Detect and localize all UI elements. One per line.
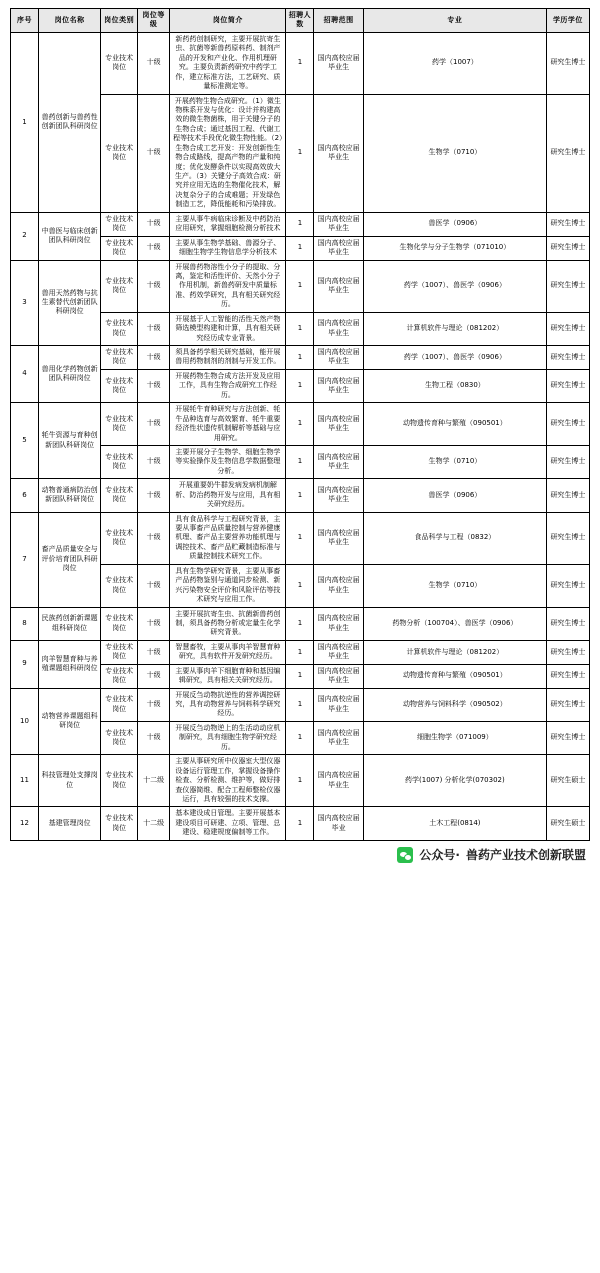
wechat-icon	[397, 847, 413, 863]
cell-major: 兽医学（0906）	[363, 212, 546, 236]
cell-level: 十级	[137, 212, 169, 236]
cell-no: 10	[11, 688, 39, 755]
cell-level: 十级	[137, 32, 169, 94]
footer	[0, 841, 600, 869]
cell-degree: 研究生博士	[546, 688, 589, 721]
cell-scope: 国内高校应届毕业生	[314, 688, 364, 721]
cell-degree: 研究生硕士	[546, 807, 589, 840]
cell-major: 动物遗传育种与繁殖（090501）	[363, 403, 546, 446]
cell-type: 专业技术岗位	[101, 260, 138, 312]
cell-num: 1	[286, 236, 314, 260]
cell-num: 1	[286, 32, 314, 94]
cell-position-name: 兽药创新与兽药性创新团队科研岗位	[38, 32, 100, 212]
cell-level: 十级	[137, 94, 169, 212]
header-degree: 学历学位	[546, 9, 589, 33]
cell-num: 1	[286, 369, 314, 402]
cell-brief: 智慧畜牧，主要从事肉羊智慧育种研究，具有软件开发研究经历。	[170, 640, 286, 664]
cell-position-name: 兽用化学药物创新团队科研岗位	[38, 346, 100, 403]
cell-no: 3	[11, 260, 39, 346]
table-row	[11, 688, 590, 721]
cell-type: 专业技术岗位	[101, 807, 138, 840]
cell-no: 1	[11, 32, 39, 212]
cell-scope: 国内高校应届毕业生	[314, 403, 364, 446]
cell-brief: 主要开展抗寄生虫、抗菌新兽药创制，须具备药物分析或定量生化学研究背景。	[170, 607, 286, 640]
cell-scope: 国内高校应届毕业生	[314, 607, 364, 640]
cell-major: 生物学（0710）	[363, 94, 546, 212]
cell-scope: 国内高校应届毕业生	[314, 512, 364, 564]
cell-no: 2	[11, 212, 39, 260]
cell-type: 专业技术岗位	[101, 564, 138, 607]
cell-level: 十级	[137, 664, 169, 688]
cell-no: 6	[11, 479, 39, 512]
cell-level: 十级	[137, 403, 169, 446]
cell-brief: 开展反刍动物抗逆性的营养调控研究，具有动物营养与饲料科学研究经历。	[170, 688, 286, 721]
cell-degree: 研究生博士	[546, 512, 589, 564]
cell-num: 1	[286, 212, 314, 236]
cell-scope: 国内高校应届毕业生	[314, 664, 364, 688]
cell-level: 十级	[137, 688, 169, 721]
cell-major: 药学（1007）	[363, 32, 546, 94]
header-scope: 招聘范围	[314, 9, 364, 33]
cell-degree: 研究生博士	[546, 607, 589, 640]
cell-brief: 开展药物生物合成研究。（1）微生物株系开发与优化：设计并构建高效的微生物菌株，用于关键分子的生物合成；通过基因工程、代谢工程等技术手段优化微生物性能。（2）生物合成工艺开发：开发创新性生物合成路线，提高产物的产量和纯度；优化发酵条件以实现高效放大生产。（3）关键分子高效合成：研究并应用无选的生物催化技术，解决复杂分子的合成难题；开发绿色制造工艺，降低能耗和污染排放。	[170, 94, 286, 212]
wechat-name: 兽药产业技术创新联盟	[465, 848, 586, 863]
cell-num: 1	[286, 512, 314, 564]
cell-scope: 国内高校应届毕业生	[314, 94, 364, 212]
cell-num: 1	[286, 260, 314, 312]
cell-num: 1	[286, 640, 314, 664]
cell-degree: 研究生博士	[546, 403, 589, 446]
header-major: 专业	[363, 9, 546, 33]
cell-brief: 开展基于人工智能的活性天然产物筛选模型构建和计算，具有相关研究经历成专业背景。	[170, 312, 286, 345]
cell-type: 专业技术岗位	[101, 369, 138, 402]
table-row	[11, 212, 590, 236]
header-name: 岗位名称	[38, 9, 100, 33]
cell-level: 十级	[137, 346, 169, 370]
cell-type: 专业技术岗位	[101, 664, 138, 688]
cell-no: 8	[11, 607, 39, 640]
cell-num: 1	[286, 664, 314, 688]
cell-type: 专业技术岗位	[101, 212, 138, 236]
cell-level: 十级	[137, 369, 169, 402]
cell-brief: 开展兽药物溶性小分子的提取、分离，鉴定和活性评价、天然小分子作用机制，新兽药研发中质量标准、药效学研究，具有相关研究经历。	[170, 260, 286, 312]
header-brief: 岗位简介	[170, 9, 286, 33]
cell-scope: 国内高校应届毕业生	[314, 312, 364, 345]
job-table	[10, 8, 590, 841]
cell-scope: 国内高校应届毕业生	[314, 260, 364, 312]
cell-brief: 开展药物生物合成方法开发及应用工作，具有生物合成研究工作经历。	[170, 369, 286, 402]
cell-num: 1	[286, 755, 314, 807]
cell-level: 十二级	[137, 755, 169, 807]
table-row	[11, 479, 590, 512]
cell-level: 十级	[137, 260, 169, 312]
cell-level: 十级	[137, 640, 169, 664]
cell-position-name: 动物普通病防治创新团队科研岗位	[38, 479, 100, 512]
cell-type: 专业技术岗位	[101, 721, 138, 754]
cell-major: 食品科学与工程（0832）	[363, 512, 546, 564]
cell-type: 专业技术岗位	[101, 346, 138, 370]
cell-major: 动物遗传育种与繁殖（090501）	[363, 664, 546, 688]
cell-major: 生物学（0710）	[363, 564, 546, 607]
header-num: 招聘人数	[286, 9, 314, 33]
cell-degree: 研究生博士	[546, 312, 589, 345]
cell-degree: 研究生博士	[546, 212, 589, 236]
cell-degree: 研究生博士	[546, 94, 589, 212]
cell-level: 十二级	[137, 807, 169, 840]
cell-position-name: 兽用天然药物与抗生素替代创新团队科研岗位	[38, 260, 100, 346]
cell-brief: 开展重要奶牛群发病发病机制解析、防治药物开发与应用，具有相关研究经历。	[170, 479, 286, 512]
cell-position-name: 基建管理岗位	[38, 807, 100, 840]
job-listing-sheet	[0, 8, 600, 869]
cell-major: 生物工程（0830）	[363, 369, 546, 402]
cell-level: 十级	[137, 607, 169, 640]
cell-num: 1	[286, 346, 314, 370]
cell-type: 专业技术岗位	[101, 607, 138, 640]
table-row	[11, 512, 590, 564]
cell-scope: 国内高校应届毕业	[314, 807, 364, 840]
cell-scope: 国内高校应届毕业生	[314, 236, 364, 260]
cell-no: 12	[11, 807, 39, 840]
cell-brief: 开展反刍动物逆上的生活动动应机制研究，具有细胞生物学研究经历。	[170, 721, 286, 754]
cell-degree: 研究生博士	[546, 564, 589, 607]
cell-major: 土木工程(0814)	[363, 807, 546, 840]
cell-type: 专业技术岗位	[101, 512, 138, 564]
cell-scope: 国内高校应届毕业生	[314, 32, 364, 94]
cell-type: 专业技术岗位	[101, 236, 138, 260]
cell-num: 1	[286, 721, 314, 754]
cell-scope: 国内高校应届毕业生	[314, 369, 364, 402]
cell-degree: 研究生博士	[546, 346, 589, 370]
table-row	[11, 346, 590, 370]
cell-type: 专业技术岗位	[101, 688, 138, 721]
cell-num: 1	[286, 94, 314, 212]
cell-major: 生物化学与分子生物学（071010）	[363, 236, 546, 260]
cell-major: 兽医学（0906）	[363, 479, 546, 512]
cell-num: 1	[286, 607, 314, 640]
cell-type: 专业技术岗位	[101, 755, 138, 807]
cell-no: 7	[11, 512, 39, 607]
cell-num: 1	[286, 403, 314, 446]
cell-level: 十级	[137, 721, 169, 754]
cell-brief: 主要从事研究所中仪器室大型仪器设备运行管理工作，掌握设备操作检查、分析检测、维护等，做好排查仪器简维、配合工程师整检仪器运行，具有较强的技术支撑。	[170, 755, 286, 807]
cell-brief: 主要开展分子生物学、细胞生物学等实验操作及生物信息学数据整理分析。	[170, 445, 286, 478]
cell-no: 4	[11, 346, 39, 403]
cell-position-name: 畜产品质量安全与评价培育团队科研岗位	[38, 512, 100, 607]
cell-type: 专业技术岗位	[101, 640, 138, 664]
cell-degree: 研究生博士	[546, 445, 589, 478]
cell-major: 药学(1007) 分析化学(070302)	[363, 755, 546, 807]
cell-brief: 新药药创制研究，主要开展抗寄生虫、抗菌等新兽药原料药、制剂产品的开发和产业化、作用机理研究。主要负责新药研究中药学工作，建立标准方法，工艺研究、质量标准测定等。	[170, 32, 286, 94]
cell-scope: 国内高校应届毕业生	[314, 479, 364, 512]
cell-scope: 国内高校应届毕业生	[314, 564, 364, 607]
cell-degree: 研究生博士	[546, 479, 589, 512]
cell-degree: 研究生博士	[546, 721, 589, 754]
cell-degree: 研究生博士	[546, 236, 589, 260]
cell-major: 药学（1007）、兽医学（0906）	[363, 260, 546, 312]
header-no: 序号	[11, 9, 39, 33]
cell-major: 动物营养与饲料科学（090502）	[363, 688, 546, 721]
table-row	[11, 807, 590, 840]
cell-degree: 研究生博士	[546, 640, 589, 664]
cell-num: 1	[286, 312, 314, 345]
cell-scope: 国内高校应届毕业生	[314, 721, 364, 754]
table-row	[11, 607, 590, 640]
cell-position-name: 牦牛资源与育种创新团队科研岗位	[38, 403, 100, 479]
cell-level: 十级	[137, 564, 169, 607]
cell-level: 十级	[137, 512, 169, 564]
cell-position-name: 民族药创新新课题组科研岗位	[38, 607, 100, 640]
cell-brief: 主要从事肉羊下细胞育种和基因编辑研究，具有相关关研究经历。	[170, 664, 286, 688]
cell-level: 十级	[137, 445, 169, 478]
cell-type: 专业技术岗位	[101, 479, 138, 512]
cell-type: 专业技术岗位	[101, 94, 138, 212]
cell-scope: 国内高校应届毕业生	[314, 640, 364, 664]
cell-scope: 国内高校应届毕业生	[314, 755, 364, 807]
cell-scope: 国内高校应届毕业生	[314, 346, 364, 370]
cell-major: 药物分析（100704）、兽医学（0906）	[363, 607, 546, 640]
cell-major: 计算机软件与理论（081202）	[363, 640, 546, 664]
cell-brief: 具有食品科学与工程研究背景，主要从事畜产品质量控制与营养健康机理、畜产品主要营养功能机理与调控技术、畜产品贮藏制造标准与质量控制技术研究工作。	[170, 512, 286, 564]
cell-type: 专业技术岗位	[101, 32, 138, 94]
cell-brief: 主要从事牛病临床诊断及中药防治应用研究，掌握细胞检测分析技术	[170, 212, 286, 236]
cell-num: 1	[286, 688, 314, 721]
cell-brief: 主要从事生物学基础、兽源分子、细胞生物学生物信息学分析技术	[170, 236, 286, 260]
table-row	[11, 403, 590, 446]
cell-no: 5	[11, 403, 39, 479]
cell-position-name: 肉羊智慧育种与养殖课题组科研岗位	[38, 640, 100, 688]
cell-level: 十级	[137, 479, 169, 512]
cell-scope: 国内高校应届毕业生	[314, 445, 364, 478]
cell-num: 1	[286, 564, 314, 607]
table-header	[11, 9, 590, 33]
cell-num: 1	[286, 479, 314, 512]
table-body	[11, 32, 590, 840]
header-type: 岗位类别	[101, 9, 138, 33]
cell-level: 十级	[137, 236, 169, 260]
cell-brief: 开展牦牛育种研究与方法创新、牦牛品种选育与高效繁育、牦牛重要经济性状遗传机制解析等基础与应用研究。	[170, 403, 286, 446]
cell-scope: 国内高校应届毕业生	[314, 212, 364, 236]
cell-position-name: 科技管理处支撑岗位	[38, 755, 100, 807]
cell-type: 专业技术岗位	[101, 403, 138, 446]
cell-major: 细胞生物学（071009）	[363, 721, 546, 754]
cell-type: 专业技术岗位	[101, 312, 138, 345]
cell-type: 专业技术岗位	[101, 445, 138, 478]
cell-degree: 研究生硕士	[546, 755, 589, 807]
table-row	[11, 32, 590, 94]
header-level: 岗位等级	[137, 9, 169, 33]
wechat-prefix: 公众号·	[419, 848, 460, 863]
table-row	[11, 640, 590, 664]
cell-position-name: 中兽医与临床创新团队科研岗位	[38, 212, 100, 260]
cell-no: 9	[11, 640, 39, 688]
cell-position-name: 动物营养课题组科研岗位	[38, 688, 100, 755]
cell-major: 药学（1007）、兽医学（0906）	[363, 346, 546, 370]
cell-no: 11	[11, 755, 39, 807]
cell-degree: 研究生博士	[546, 664, 589, 688]
table-row	[11, 260, 590, 312]
cell-brief: 具有生物学研究背景，主要从事畜产品药物鉴别与通道同步检测、新兴污染物安全评价和风险评估等技术研究与应用工作。	[170, 564, 286, 607]
table-row	[11, 755, 590, 807]
cell-degree: 研究生博士	[546, 260, 589, 312]
wechat-attribution	[397, 846, 586, 863]
cell-major: 生物学（0710）	[363, 445, 546, 478]
cell-num: 1	[286, 445, 314, 478]
cell-level: 十级	[137, 312, 169, 345]
cell-degree: 研究生博士	[546, 369, 589, 402]
cell-brief: 须具备药学相关研究基础，能开展兽用药物制剂的剂制与开发工作。	[170, 346, 286, 370]
cell-major: 计算机软件与理论（081202）	[363, 312, 546, 345]
cell-num: 1	[286, 807, 314, 840]
cell-degree: 研究生博士	[546, 32, 589, 94]
cell-brief: 基本建设成日管理。主要开展基本建设项目可研建、立项、管理、总建设、稳建规度偏制等工作。	[170, 807, 286, 840]
